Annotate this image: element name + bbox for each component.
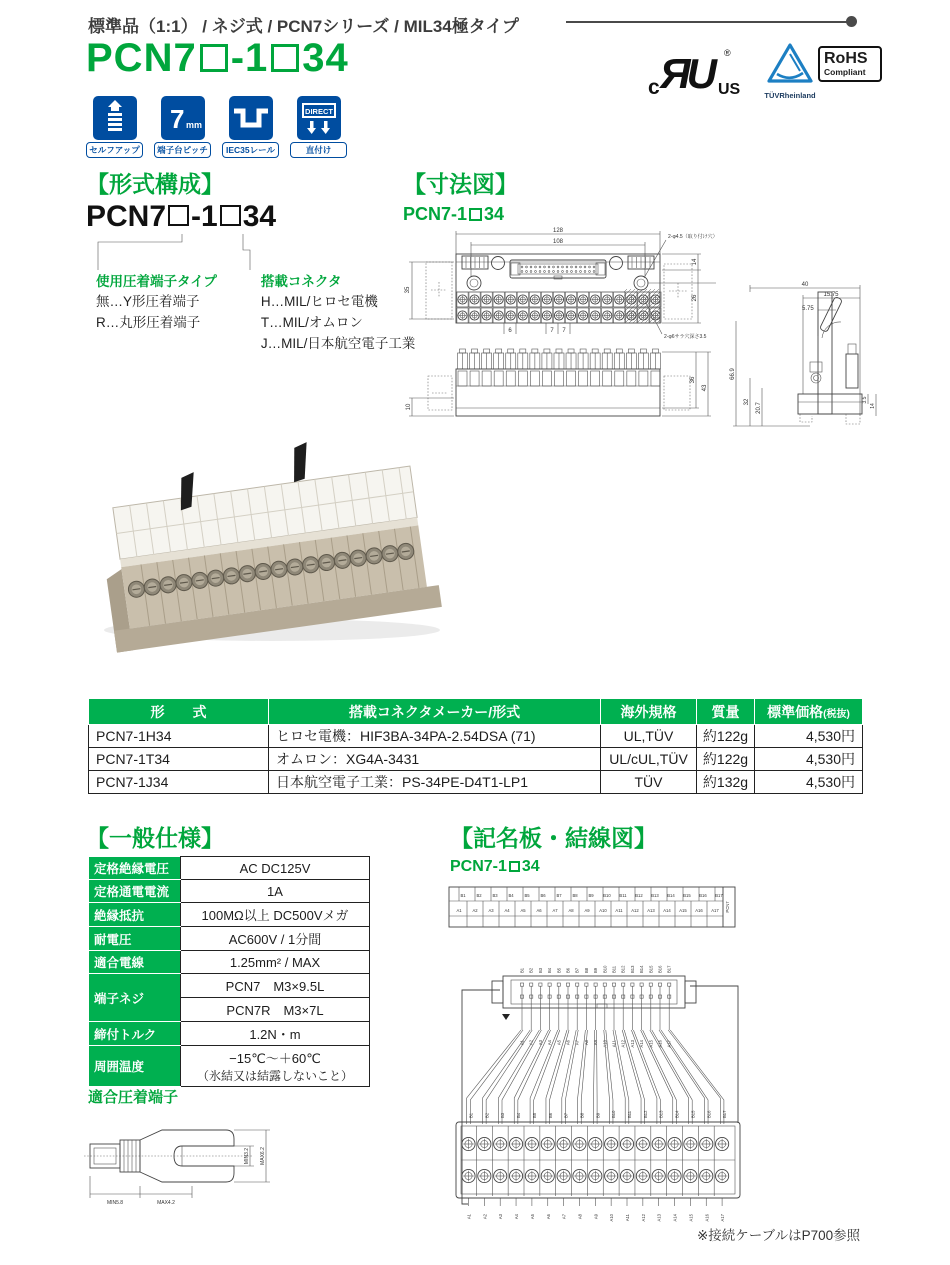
- spec-value: −15℃〜＋60℃ （氷結又は結露しないこと）: [181, 1046, 370, 1087]
- svg-text:PCN7: PCN7: [725, 901, 730, 913]
- group-item: 無…Y形圧着端子: [96, 294, 200, 309]
- feature-pitch: [154, 96, 211, 158]
- svg-text:A10: A10: [602, 1040, 608, 1048]
- svg-text:66.9: 66.9: [730, 368, 736, 380]
- svg-text:A8: A8: [568, 908, 574, 913]
- svg-text:108: 108: [552, 239, 564, 245]
- svg-text:A4: A4: [514, 1214, 520, 1220]
- table-cell: PCN7-1T34: [89, 748, 269, 771]
- svg-text:A15: A15: [688, 1214, 694, 1222]
- svg-text:2-φ6サラ穴深さ3.5: 2-φ6サラ穴深さ3.5: [664, 334, 707, 340]
- spec-label: 定格通電電流: [89, 880, 181, 903]
- svg-text:B10: B10: [603, 893, 611, 898]
- svg-text:A9: A9: [593, 1040, 599, 1046]
- svg-text:43: 43: [702, 384, 708, 392]
- svg-text:B1: B1: [460, 893, 466, 898]
- svg-text:A8: A8: [577, 1214, 583, 1220]
- svg-text:B3: B3: [492, 893, 498, 898]
- svg-text:c: c: [648, 76, 660, 99]
- feature-rail: [222, 96, 279, 158]
- svg-text:128: 128: [552, 228, 564, 234]
- svg-text:A15: A15: [679, 908, 687, 913]
- svg-text:A9: A9: [584, 908, 590, 913]
- spec-value: 1A: [181, 880, 370, 903]
- svg-text:3.5: 3.5: [862, 396, 868, 404]
- svg-text:A6: A6: [536, 908, 542, 913]
- svg-text:B8: B8: [583, 967, 589, 973]
- svg-text:B14: B14: [667, 893, 675, 898]
- group-item: T…MIL/オムロン: [260, 314, 363, 330]
- section-title-model-composition: 【形式構成】: [86, 171, 224, 197]
- group-item: H…MIL/ヒロセ電機: [260, 294, 378, 309]
- table-cell: 4,530円: [755, 748, 863, 771]
- table-cell: オムロン：XG4A-3431: [269, 748, 601, 771]
- svg-text:14: 14: [692, 258, 698, 266]
- svg-text:A13: A13: [656, 1214, 662, 1222]
- svg-text:B10: B10: [611, 1110, 617, 1118]
- iec35-rail-icon: [229, 96, 273, 140]
- svg-text:B8: B8: [579, 1112, 585, 1118]
- model-composition-group: [261, 270, 416, 355]
- svg-text:A16: A16: [704, 1214, 710, 1222]
- column-header: 搭載コネクタメーカー/形式: [269, 699, 601, 725]
- svg-text:ЯU: ЯU: [660, 50, 713, 97]
- spec-label: 適合電線: [89, 951, 181, 974]
- model-blank-box: [271, 44, 299, 72]
- svg-text:A5: A5: [556, 1040, 562, 1046]
- rohs-compliant-label: Compliant: [824, 67, 866, 77]
- spec-value: 1.25mm² / MAX: [181, 951, 370, 974]
- svg-text:B13: B13: [651, 893, 659, 898]
- svg-text:B11: B11: [611, 965, 617, 973]
- svg-text:B5: B5: [531, 1112, 537, 1118]
- svg-text:A8: A8: [583, 1040, 589, 1046]
- svg-text:B15: B15: [683, 893, 691, 898]
- table-cell: UL/cUL,TÜV: [601, 748, 697, 771]
- wiring-diagram: [448, 948, 748, 1222]
- dimension-model-code: PCN7-1 34: [403, 204, 505, 224]
- svg-text:B14: B14: [639, 965, 645, 973]
- svg-text:B13: B13: [658, 1110, 664, 1118]
- spec-value: AC600V / 1分間: [181, 927, 370, 951]
- svg-text:A14: A14: [672, 1214, 678, 1222]
- svg-text:A3: A3: [488, 908, 494, 913]
- svg-text:B8: B8: [572, 893, 578, 898]
- svg-text:A6: A6: [565, 1040, 571, 1046]
- tuv-certification-mark: [760, 40, 820, 100]
- svg-text:B2: B2: [528, 967, 534, 973]
- column-header: 質量: [697, 699, 755, 725]
- svg-text:26: 26: [692, 294, 698, 302]
- svg-text:MIN5.8: MIN5.8: [106, 1200, 124, 1206]
- svg-text:A5: A5: [529, 1214, 535, 1220]
- svg-text:6: 6: [508, 328, 512, 334]
- table-cell: 4,530円: [755, 771, 863, 794]
- tuv-triangle-icon: [762, 40, 818, 86]
- svg-text:20.7: 20.7: [756, 402, 762, 414]
- spec-label: 周囲温度: [89, 1046, 181, 1087]
- svg-text:B6: B6: [547, 1112, 553, 1118]
- table-cell: 日本航空電子工業：PS-34PE-D4T1-LP1: [269, 771, 601, 794]
- svg-text:A2: A2: [482, 1214, 488, 1220]
- column-header: 海外規格: [601, 699, 697, 725]
- svg-text:B9: B9: [595, 1112, 601, 1118]
- product-table: [88, 698, 863, 794]
- table-row: [89, 771, 863, 794]
- svg-text:B4: B4: [508, 893, 514, 898]
- svg-text:B16: B16: [699, 893, 707, 898]
- model-composition-code: PCN7 -1 34: [86, 200, 277, 233]
- svg-text:B3: B3: [537, 967, 543, 973]
- svg-text:B7: B7: [563, 1112, 569, 1118]
- svg-text:A17: A17: [720, 1214, 726, 1222]
- svg-text:10: 10: [406, 403, 412, 411]
- svg-text:A1: A1: [519, 1040, 525, 1046]
- svg-text:A4: A4: [547, 1040, 553, 1046]
- svg-text:B17: B17: [722, 1110, 728, 1118]
- rohs-label: RoHS: [824, 50, 868, 67]
- nameplate-strip: [448, 886, 748, 936]
- svg-text:35: 35: [405, 286, 411, 294]
- svg-text:A4: A4: [504, 908, 510, 913]
- breadcrumb: 標準品（1:1） / ネジ式 / PCN7シリーズ / MIL34極タイプ: [88, 17, 519, 36]
- svg-text:2-φ4.5（取り付け穴）: 2-φ4.5（取り付け穴）: [668, 234, 718, 240]
- table-row: [89, 725, 863, 748]
- svg-text:A10: A10: [609, 1214, 615, 1222]
- table-cell: 約122g: [697, 725, 755, 748]
- product-table-header-row: [89, 699, 863, 725]
- svg-text:B16: B16: [706, 1110, 712, 1118]
- crimp-terminal-title: 適合圧着端子: [88, 1089, 179, 1106]
- header-rule-dot: [846, 16, 857, 27]
- svg-text:A7: A7: [574, 1040, 580, 1046]
- svg-text:B4: B4: [547, 967, 553, 973]
- feature-direct: [290, 96, 347, 158]
- section-title-nameplate-wiring: 【記名板・結線図】: [450, 825, 657, 851]
- svg-text:A1: A1: [456, 908, 462, 913]
- model-composition-group: [96, 270, 217, 355]
- direct-mount-icon: [297, 96, 341, 140]
- svg-text:B14: B14: [674, 1110, 680, 1118]
- svg-text:B17: B17: [715, 893, 723, 898]
- svg-text:32: 32: [744, 398, 750, 406]
- svg-text:B13: B13: [629, 965, 635, 973]
- feature-label: 直付け: [290, 142, 347, 158]
- svg-text:B11: B11: [627, 1110, 632, 1118]
- svg-text:A16: A16: [657, 1040, 663, 1048]
- svg-text:B6: B6: [540, 893, 546, 898]
- spec-label: 締付トルク: [89, 1022, 181, 1046]
- spec-label: 耐電圧: [89, 927, 181, 951]
- general-spec-table: [88, 856, 370, 1087]
- model-blank-box: [200, 44, 228, 72]
- svg-text:B12: B12: [620, 965, 626, 973]
- group-item: J…MIL/日本航空電子工業: [260, 335, 416, 351]
- svg-text:14: 14: [870, 403, 876, 409]
- svg-text:MAX4.2: MAX4.2: [157, 1200, 175, 1206]
- model-composition-groups: [96, 270, 415, 355]
- svg-text:A17: A17: [711, 908, 719, 913]
- svg-text:A14: A14: [639, 1040, 645, 1048]
- model-blank-box: [509, 861, 520, 872]
- table-cell: ヒロセ電機：HIF3BA-34PA-2.54DSA (71): [269, 725, 601, 748]
- spec-label: 絶縁抵抗: [89, 903, 181, 927]
- spec-value: 100MΩ以上 DC500Vメガ: [181, 903, 370, 927]
- table-cell: 4,530円: [755, 725, 863, 748]
- table-cell: 約122g: [697, 748, 755, 771]
- spec-value: PCN7R M3×7L: [181, 998, 370, 1022]
- wiring-model-code: PCN7-1 34: [450, 858, 540, 875]
- table-cell: UL,TÜV: [601, 725, 697, 748]
- model-composition-connectors: [86, 234, 416, 272]
- svg-text:B7: B7: [556, 893, 562, 898]
- column-header: 形 式: [89, 699, 269, 725]
- feature-label: 端子台ピッチ: [154, 142, 211, 158]
- svg-text:A13: A13: [629, 1040, 635, 1048]
- svg-text:MAX6.2: MAX6.2: [260, 1147, 266, 1165]
- model-blank-box: [469, 208, 482, 221]
- svg-text:US: US: [718, 81, 741, 98]
- feature-self-up: [86, 96, 143, 158]
- table-cell: PCN7-1H34: [89, 725, 269, 748]
- spec-value: 1.2N・m: [181, 1022, 370, 1046]
- group-item: R…丸形圧着端子: [96, 314, 201, 330]
- tuv-label: TÜVRheinland: [764, 91, 816, 100]
- svg-text:B15: B15: [690, 1110, 696, 1118]
- rohs-certification-mark: [818, 46, 882, 82]
- column-header-price: 標準価格(税抜): [755, 699, 863, 725]
- model-blank-box: [168, 205, 189, 226]
- svg-text:B12: B12: [635, 893, 643, 898]
- ul-certification-mark: [646, 42, 746, 103]
- svg-text:A6: A6: [545, 1214, 551, 1220]
- svg-text:B3: B3: [500, 1112, 506, 1118]
- svg-text:B1: B1: [468, 1112, 474, 1118]
- svg-text:40: 40: [801, 282, 809, 288]
- svg-text:A2: A2: [528, 1040, 534, 1046]
- dimension-diagram: [398, 226, 876, 454]
- spec-value: AC DC125V: [181, 857, 370, 880]
- svg-text:DIRECT: DIRECT: [304, 107, 333, 116]
- svg-text:B5: B5: [524, 893, 530, 898]
- svg-text:15.75: 15.75: [823, 292, 839, 298]
- group-title: 搭載コネクタ: [260, 274, 342, 289]
- table-cell: TÜV: [601, 771, 697, 794]
- svg-text:B2: B2: [476, 893, 482, 898]
- spec-label: 端子ネジ: [89, 974, 181, 1022]
- svg-text:B9: B9: [588, 893, 594, 898]
- table-cell: PCN7-1J34: [89, 771, 269, 794]
- feature-label: セルフアップ: [86, 142, 143, 158]
- svg-text:7: 7: [169, 104, 184, 134]
- group-title: 使用圧着端子タイプ: [96, 274, 217, 289]
- svg-text:A12: A12: [631, 908, 639, 913]
- svg-text:A11: A11: [611, 1040, 617, 1048]
- spec-value: PCN7 M3×9.5L: [181, 974, 370, 998]
- table-cell: 約132g: [697, 771, 755, 794]
- model-blank-box: [220, 205, 241, 226]
- svg-text:A7: A7: [552, 908, 558, 913]
- crimp-terminal-diagram: [82, 1106, 322, 1210]
- bottom-note: ※接続ケーブルはP700参照: [697, 1228, 861, 1243]
- feature-label: IEC35レール: [222, 142, 279, 158]
- svg-text:mm: mm: [185, 120, 202, 130]
- svg-text:®: ®: [724, 48, 731, 58]
- svg-text:B17: B17: [666, 965, 672, 973]
- svg-text:7: 7: [550, 328, 554, 334]
- cul-us-icon: [646, 42, 746, 98]
- svg-text:A10: A10: [599, 908, 607, 913]
- svg-text:A3: A3: [498, 1214, 504, 1220]
- svg-text:7: 7: [562, 328, 566, 334]
- svg-text:A9: A9: [593, 1214, 599, 1220]
- svg-text:B16: B16: [657, 965, 663, 973]
- header-rule: [566, 21, 850, 23]
- feature-icon-row: [86, 96, 347, 158]
- section-title-dimensions: 【寸法図】: [403, 171, 518, 197]
- spec-label: 定格絶縁電圧: [89, 857, 181, 880]
- svg-text:MIN3.2: MIN3.2: [244, 1147, 250, 1165]
- svg-text:A2: A2: [472, 908, 478, 913]
- svg-text:B6: B6: [565, 967, 571, 973]
- svg-text:5.75: 5.75: [802, 306, 814, 312]
- svg-text:A15: A15: [648, 1040, 654, 1048]
- product-photo: [92, 438, 452, 643]
- svg-text:A13: A13: [647, 908, 655, 913]
- svg-text:B10: B10: [602, 965, 608, 973]
- svg-text:A12: A12: [640, 1214, 646, 1222]
- svg-text:A3: A3: [537, 1040, 543, 1046]
- svg-text:B1: B1: [519, 967, 525, 973]
- svg-text:A5: A5: [520, 908, 526, 913]
- svg-text:A11: A11: [615, 908, 623, 913]
- svg-text:B15: B15: [648, 965, 654, 973]
- page-title: PCN7 -1 34: [86, 36, 349, 80]
- svg-text:A12: A12: [620, 1040, 626, 1048]
- svg-text:36: 36: [690, 376, 696, 384]
- svg-text:A17: A17: [666, 1040, 672, 1048]
- svg-text:A14: A14: [663, 908, 671, 913]
- self-up-icon: [93, 96, 137, 140]
- svg-text:A7: A7: [561, 1214, 567, 1220]
- svg-text:A16: A16: [695, 908, 703, 913]
- svg-text:A1: A1: [466, 1214, 472, 1220]
- pitch-7mm-icon: [161, 96, 205, 140]
- svg-text:B2: B2: [484, 1112, 490, 1118]
- section-title-general-spec: 【一般仕様】: [86, 825, 224, 851]
- table-row: [89, 748, 863, 771]
- svg-text:B9: B9: [593, 967, 599, 973]
- svg-text:B7: B7: [574, 967, 580, 973]
- svg-text:B4: B4: [516, 1112, 522, 1118]
- svg-text:B11: B11: [619, 893, 627, 898]
- svg-text:B12: B12: [642, 1110, 648, 1118]
- svg-text:B5: B5: [556, 967, 562, 973]
- svg-text:A11: A11: [625, 1214, 630, 1222]
